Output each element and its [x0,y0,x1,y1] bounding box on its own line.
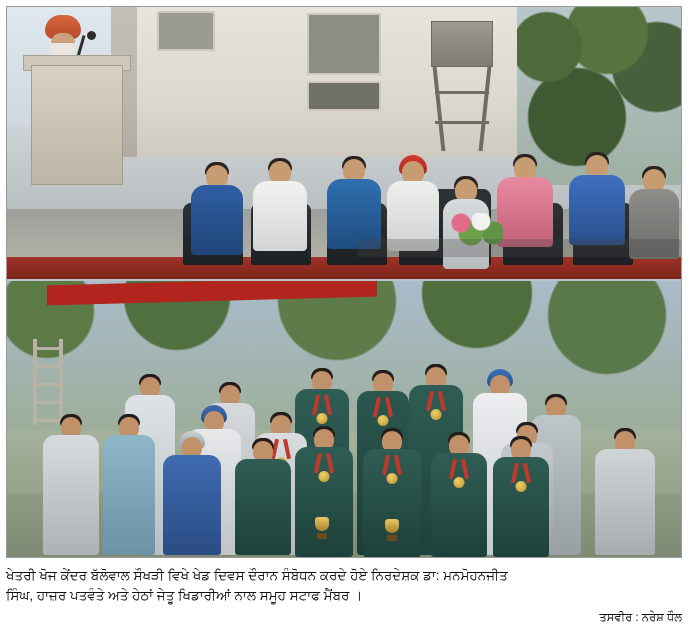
torso [191,185,243,255]
medal [449,459,469,489]
medal-disc [516,481,527,492]
torso [163,455,221,555]
medal-ribbon [426,391,434,411]
group-person-medalist [295,429,353,557]
medal-ribbon [449,459,457,479]
group-person-medalist [363,431,421,557]
medal-ribbon [324,395,332,415]
medal-ribbon [461,459,469,479]
medal-ribbon [394,455,402,475]
group-person-medalist [431,435,487,557]
medal-disc [317,413,328,424]
medal-ribbon [385,397,393,417]
torso [497,177,553,247]
trophy [385,519,399,543]
trophy-base [387,535,397,541]
torso [595,449,655,555]
seated-person [253,161,307,265]
torso [103,435,155,555]
trophy-base [317,533,327,539]
caption-line-2: ਸਿੰਘ, ਹਾਜ਼ਰ ਪਤਵੰਤੇ ਅਤੇ ਹੇਠਾਂ ਜੇਤੂ ਖਿਡਾਰੀਆਂ ਨਾਲ ਸਮੂਹ ਸਟਾਫ ਮੈਂਬਰ । [6,588,363,603]
medal-ribbon [314,453,322,473]
torso [235,459,291,555]
medal-ribbon [326,453,334,473]
group-person [163,437,221,557]
trophy-cup [385,519,399,533]
ladder-rail [33,339,37,425]
medal [312,395,332,425]
trophy [315,517,329,541]
group-photo [7,281,681,557]
ladder-rail [59,339,63,425]
medal [511,463,531,493]
seated-guests-row [177,115,681,265]
ladder [31,339,67,425]
medal-disc [431,409,442,420]
caption-line-1: ਖੇਤਰੀ ਖੋਜ ਕੇਂਦਰ ਬੱਲੋਵਾਲ ਸੌਖੜੀ ਵਿਖੇ ਖੇਡ ਦਿਵਸ ਦੌਰਾਨ ਸੰਬੋਧਨ ਕਰਦੇ ਹੋਏ ਨਿਰਦੇਸ਼ਕ ਡਾ: ਮਨਮੋਹਨਜੀਤ [6,568,508,583]
seated-person [191,165,243,265]
medal [314,453,334,483]
water-tank [431,21,493,67]
ladder-rung [33,383,63,386]
tower-brace [435,91,489,94]
podium [31,65,123,185]
ladder-rung [33,365,63,368]
photo-credit: ਤਸਵੀਰ : ਨਰੇਸ਼ ਧੌਲ [599,612,682,624]
trophy-cup [315,517,329,531]
medal-ribbon [373,397,381,417]
medal [382,455,402,485]
torso [43,435,99,555]
group-person [235,441,291,557]
microphone-icon [87,31,96,40]
front-table [357,239,681,257]
photo-block [6,6,682,558]
medal-ribbon [511,463,519,483]
medal-ribbon [438,391,446,411]
group-person [43,417,99,557]
medal-disc [319,471,330,482]
photo-caption [6,566,682,626]
ladder-rung [33,401,63,404]
medal-disc [387,473,398,484]
window [157,11,215,51]
group-person [595,431,655,557]
medal [426,391,446,421]
medal-disc [378,415,389,426]
medal [373,397,393,427]
window [307,13,381,75]
credit-row [6,608,682,626]
group-person [103,417,155,557]
torso [569,175,625,245]
stage-dais-photo [7,7,681,279]
window [307,81,381,111]
medal-ribbon [382,455,390,475]
medal-ribbon [312,395,320,415]
medal-disc [454,477,465,488]
ladder-rung [33,347,63,350]
medal-ribbon [523,463,531,483]
group-person-medalist [493,439,549,557]
torso [253,181,307,251]
